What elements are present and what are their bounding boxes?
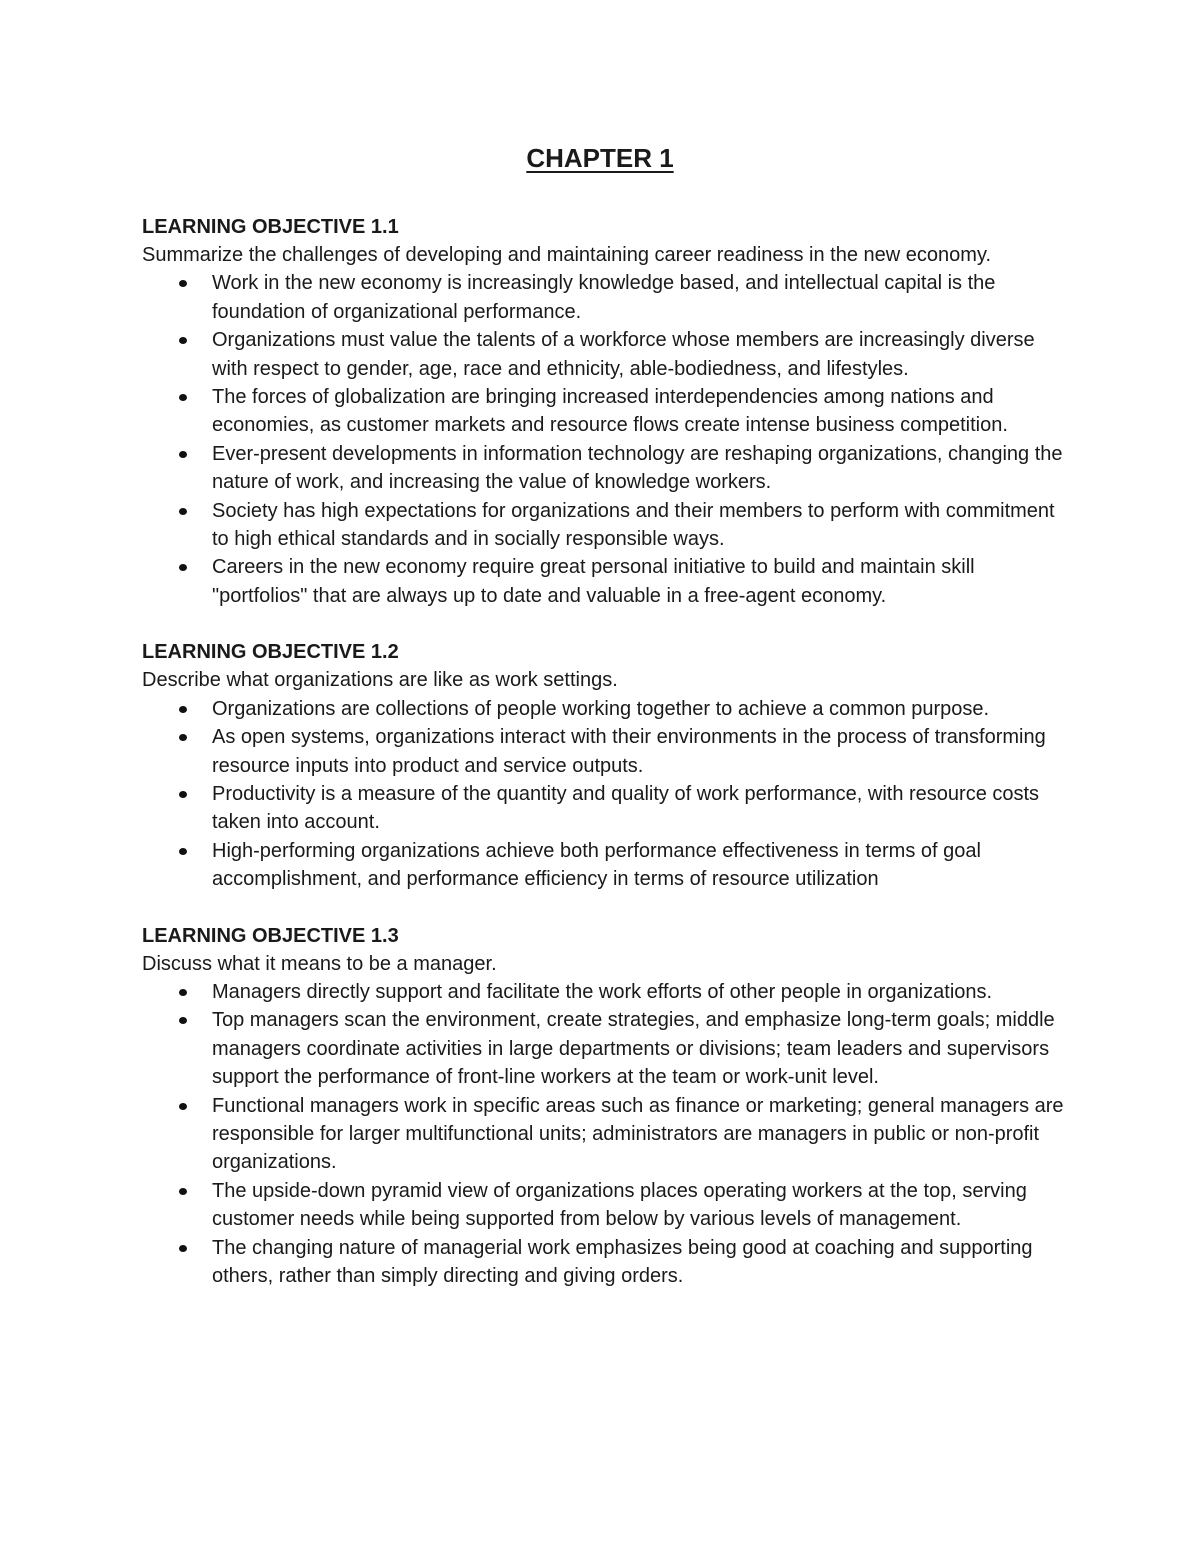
- bullet-icon: [179, 989, 187, 996]
- section-heading: LEARNING OBJECTIVE 1.3: [142, 924, 399, 947]
- list-item: [142, 269, 1067, 326]
- bullet-list: [142, 978, 1067, 1290]
- list-item-text: Ever-present developments in information technology are reshaping organizations, changing the nature of work, and increasing the value of knowledge workers.: [212, 442, 1063, 494]
- list-item: [142, 780, 1067, 837]
- list-item-text: Careers in the new economy require great personal initiative to build and maintain skill "portfolios" that are always up to date and valuable in a free-agent economy.: [212, 556, 975, 607]
- section-intro: Describe what organizations are like as work settings.: [142, 669, 618, 692]
- bullet-icon: [179, 1103, 187, 1110]
- bullet-icon: [179, 564, 187, 571]
- list-item: [142, 1177, 1067, 1234]
- list-item: [142, 1006, 1067, 1091]
- section-heading: LEARNING OBJECTIVE 1.1: [142, 216, 399, 238]
- list-item-text: Functional managers work in specific areas such as finance or marketing; general managers are responsible for larger multifunctional units; administrators are managers in public or non-profit organizations.: [212, 1094, 1064, 1174]
- list-item: [142, 553, 1067, 610]
- list-item-text: Organizations must value the talents of a workforce whose members are increasingly diverse with respect to gender, age, race and ethnicity, able-bodiedness, and lifestyles.: [212, 329, 1035, 380]
- list-item-text: Work in the new economy is increasingly knowledge based, and intellectual capital is the foundation of organizational performance.: [212, 272, 996, 323]
- bullet-icon: [179, 848, 187, 855]
- bullet-icon: [179, 706, 187, 713]
- list-item: [142, 837, 1067, 894]
- list-item-text: Top managers scan the environment, create strategies, and emphasize long-term goals; middle managers coordinate activities in large departments or divisions; team leaders and supervisors support the performance of front-line workers at the team or work-unit level.: [212, 1009, 1055, 1089]
- bullet-icon: [179, 1017, 187, 1024]
- section-intro: Discuss what it means to be a manager.: [142, 952, 497, 975]
- list-item-text: Productivity is a measure of the quantity and quality of work performance, with resource costs taken into account.: [212, 782, 1040, 834]
- bullet-icon: [179, 508, 187, 515]
- bullet-icon: [179, 1245, 187, 1252]
- bullet-icon: [179, 337, 187, 344]
- bullet-icon: [179, 451, 187, 458]
- chapter-title-text: CHAPTER 1: [526, 143, 674, 173]
- document-body: [142, 213, 1067, 1318]
- list-item: [142, 1234, 1067, 1291]
- learning-objective-section: [142, 922, 1067, 1291]
- bullet-icon: [179, 394, 187, 401]
- list-item: [142, 1092, 1067, 1177]
- list-item: [142, 978, 1067, 1006]
- section-intro: Summarize the challenges of developing and maintaining career readiness in the new economy.: [142, 244, 992, 266]
- bullet-icon: [179, 734, 187, 741]
- list-item-text: Managers directly support and facilitate the work efforts of other people in organizations.: [212, 980, 993, 1003]
- list-item-text: High-performing organizations achieve both performance effectiveness in terms of goal accomplishment, and performance efficiency in terms of resource utilization: [212, 839, 981, 891]
- bullet-icon: [179, 1188, 187, 1195]
- bullet-icon: [179, 280, 187, 287]
- list-item: [142, 440, 1067, 497]
- list-item-text: The upside-down pyramid view of organizations places operating workers at the top, serving customer needs while being supported from below by various levels of management.: [212, 1179, 1027, 1231]
- list-item: [142, 326, 1067, 383]
- list-item-text: Organizations are collections of people working together to achieve a common purpose.: [212, 697, 990, 720]
- bullet-list: [142, 269, 1067, 610]
- list-item-text: The changing nature of managerial work emphasizes being good at coaching and supporting others, rather than simply directing and giving orders.: [212, 1236, 1033, 1287]
- bullet-icon: [179, 791, 187, 798]
- list-item: [142, 497, 1067, 554]
- chapter-title: [0, 142, 1200, 174]
- learning-objective-section: [142, 638, 1067, 893]
- bullet-list: [142, 695, 1067, 894]
- list-item-text: As open systems, organizations interact with their environments in the process of transforming resource inputs into product and service outputs.: [212, 726, 1046, 777]
- list-item: [142, 695, 1067, 723]
- section-heading: LEARNING OBJECTIVE 1.2: [142, 641, 399, 664]
- list-item: [142, 723, 1067, 780]
- list-item-text: The forces of globalization are bringing increased interdependencies among nations and economies, as customer markets and resource flows create intense business competition.: [212, 386, 1008, 437]
- list-item-text: Society has high expectations for organizations and their members to perform with commitment to high ethical standards and in socially responsible ways.: [212, 499, 1055, 551]
- learning-objective-section: [142, 213, 1067, 610]
- list-item: [142, 383, 1067, 440]
